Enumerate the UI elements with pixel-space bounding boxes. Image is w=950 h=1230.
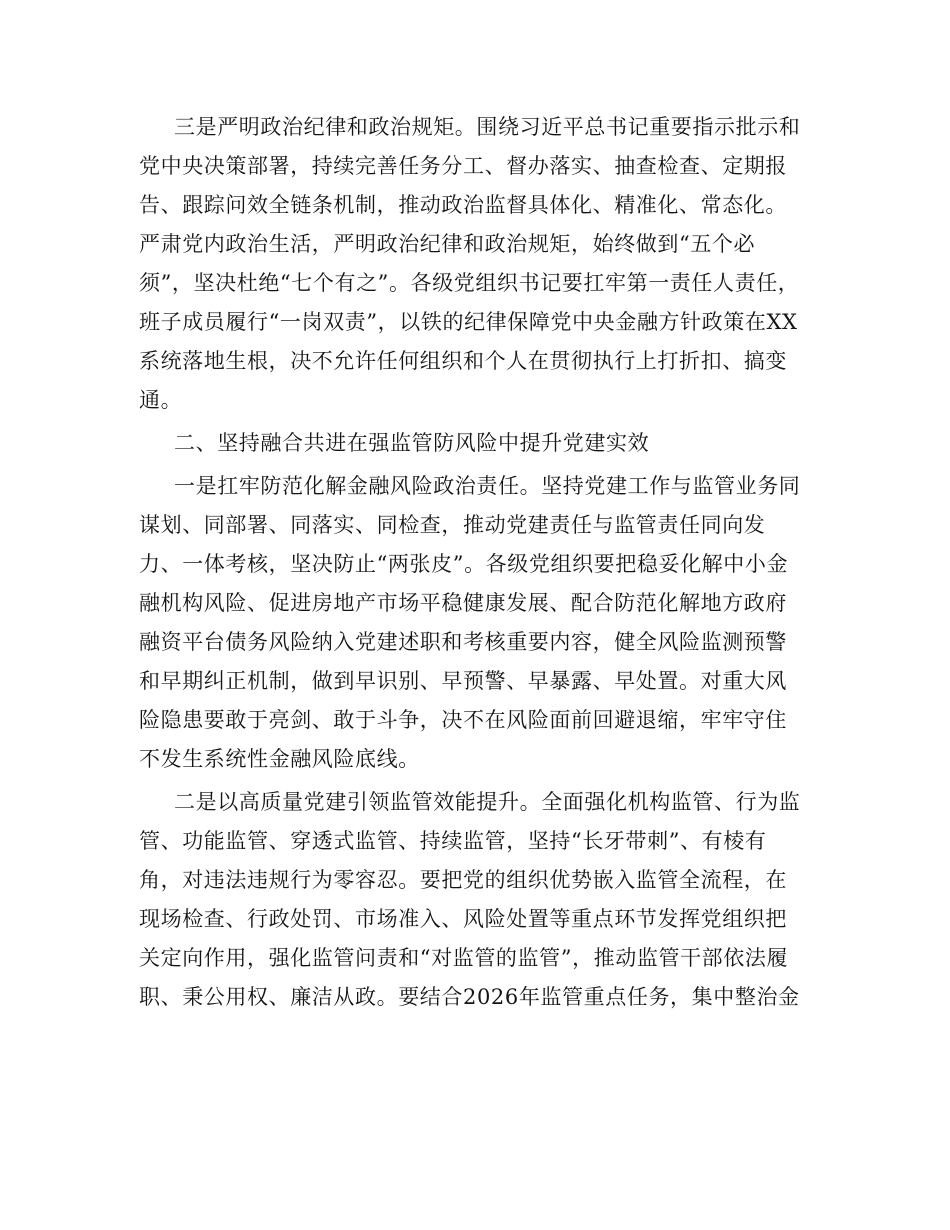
text-line: 二是以高质量党建引领监管效能提升。全面强化机构监管、行为监: [174, 790, 801, 814]
section-heading: [139, 424, 811, 463]
document-body: [139, 108, 811, 1021]
text-line: 险隐患要敢于亮剑、敢于斗争，决不在风险面前回避退缩，牢牢守住: [139, 708, 787, 732]
paragraph-risk-responsibility: [139, 467, 811, 779]
text-line: 现场检查、行政处罚、市场准入、风险处置等重点环节发挥党组织把: [139, 907, 787, 931]
text-line: 管、功能监管、穿透式监管、持续监管，坚持“长牙带刺”、有棱有: [139, 829, 767, 853]
text-line: 班子成员履行“一岗双责”，以铁的纪律保障党中央金融方针政策在XX: [139, 310, 798, 334]
text-line: 系统落地生根，决不允许任何组织和个人在贯彻执行上打折扣、搞变: [139, 349, 787, 373]
text-line: 一是扛牢防范化解金融风险政治责任。坚持党建工作与监管业务同: [174, 474, 801, 498]
text-line: 不发生系统性金融风险底线。: [139, 747, 420, 771]
text-line: 通。: [139, 388, 183, 412]
section-heading-text: 二、坚持融合共进在强监管防风险中提升党建实效: [174, 431, 650, 455]
text-line: 融资平台债务风险纳入党建述职和考核重要内容，健全风险监测预警: [139, 630, 787, 654]
text-line: 融机构风险、促进房地产市场平稳健康发展、配合防范化解地方政府: [139, 591, 787, 615]
text-line: 力、一体考核，坚决防止“两张皮”。各级党组织要把稳妥化解中小金: [139, 552, 789, 576]
text-line: 关定向作用，强化监管问责和“对监管的监管”，推动监管干部依法履: [139, 946, 789, 970]
text-line: 须”，坚决杜绝“七个有之”。各级党组织书记要扛牢第一责任人责任，: [139, 271, 800, 295]
paragraph-political-discipline: [139, 108, 811, 420]
text-line: 和早期纠正机制，做到早识别、早预警、早暴露、早处置。对重大风: [139, 669, 787, 693]
text-line: 角，对违法违规行为零容忍。要把党的组织优势嵌入监管全流程，在: [139, 868, 787, 892]
text-line: 谋划、同部署、同落实、同检查，推动党建责任与监管责任同向发: [139, 513, 766, 537]
text-line: 三是严明政治纪律和政治规矩。围绕习近平总书记重要指示批示和: [174, 115, 801, 139]
text-line: 职、秉公用权、廉洁从政。要结合2026年监管重点任务，集中整治金: [139, 985, 800, 1009]
text-line: 告、跟踪问效全链条机制，推动政治监督具体化、精准化、常态化。: [139, 193, 787, 217]
text-line: 党中央决策部署，持续完善任务分工、督办落实、抽查检查、定期报: [139, 154, 787, 178]
paragraph-supervision-efficiency: [139, 783, 811, 1017]
text-line: 严肃党内政治生活，严明政治纪律和政治规矩，始终做到“五个必: [139, 232, 756, 256]
